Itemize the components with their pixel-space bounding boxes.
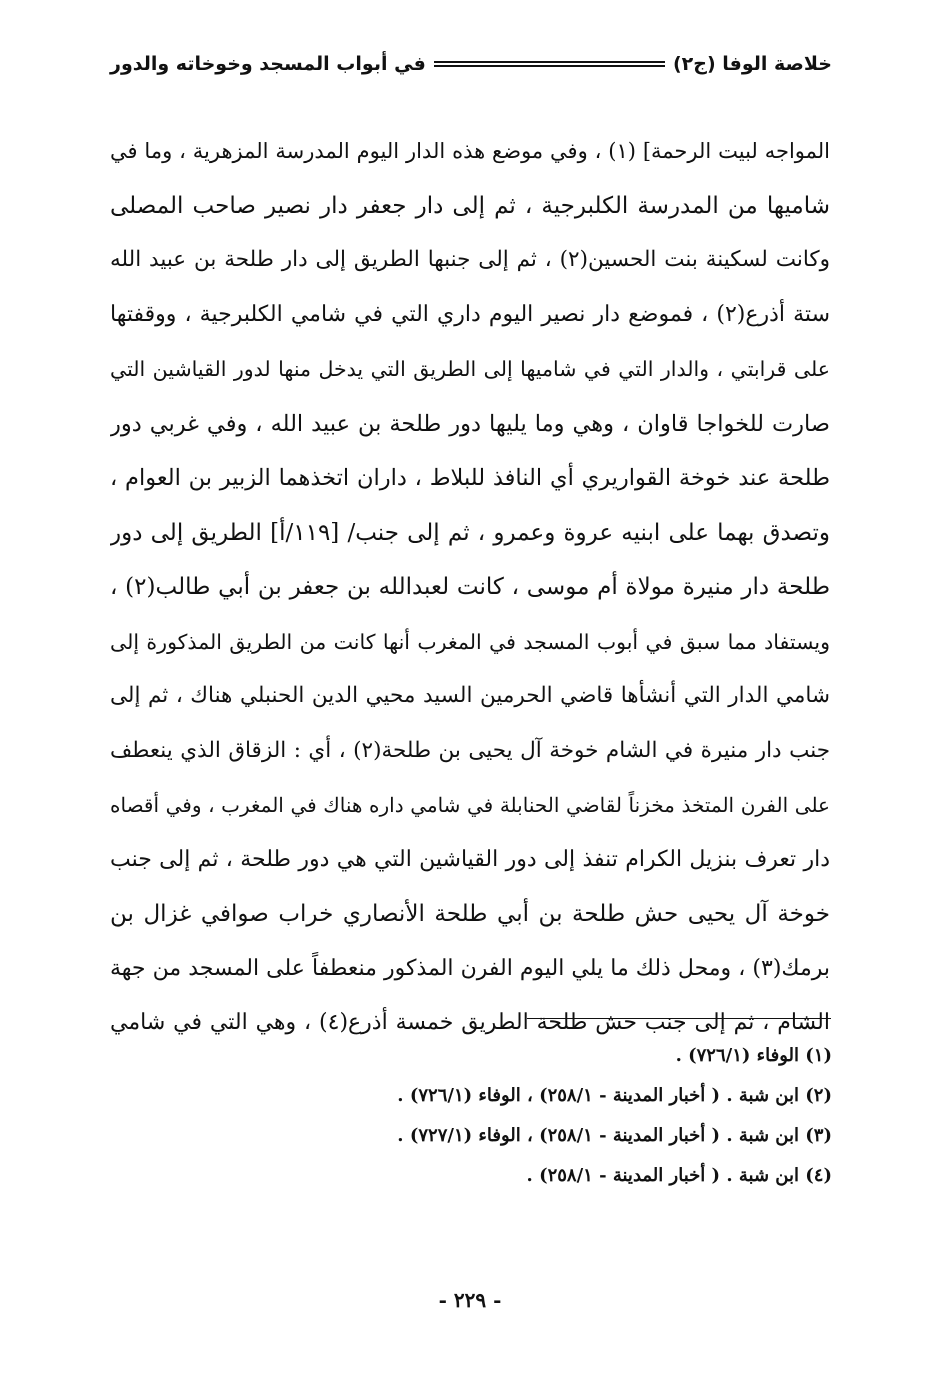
text-line: ويستفاد مما سبق في أبوب المسجد في المغرب أنها كانت من الطريق المذكورة إلى [110, 629, 830, 654]
footnote-separator [527, 1018, 831, 1019]
text-line: صارت للخواجا قاوان ، وهي وما يليها دور طلحة بن عبيد الله ، وفي غربي دور [110, 410, 830, 437]
running-header [110, 46, 832, 82]
text-line: دار تعرف بنزيل الكرام تنفذ إلى دور القياشين التي هي دور طلحة ، ثم إلى جنب [110, 846, 830, 872]
text-line: برمك(٣) ، ومحل ذلك ما يلي اليوم الفرن المذكور منعطفاً على المسجد من جهة [110, 955, 830, 981]
header-subtitle: في أبواب المسجد وخوخاته والدور [110, 53, 426, 75]
text-line: شامي الدار التي أنشأها قاضي الحرمين السيد محيي الدين الحنبلي هناك ، ثم إلى [110, 683, 830, 708]
text-line: طلحة عند خوخة القواريري أي النافذ للبلاط ، داران اتخذهما الزبير بن العوام ، [110, 465, 830, 491]
footnotes [200, 1036, 832, 1196]
page-number: - ٢٢٩ - [438, 1288, 502, 1312]
text-line: الشام ، ثم إلى جنب حش طلحة الطريق خمسة أذرع(٤) ، وهي التي في شامي [110, 1010, 830, 1035]
text-line: وكانت لسكينة بنت الحسين(٢) ، ثم إلى جنبها الطريق إلى دار طلحة بن عبيد الله [110, 247, 830, 272]
text-line: المواجه لبيت الرحمة] (١) ، وفي موضع هذه الدار اليوم المدرسة المزهرية ، وما في [110, 139, 830, 163]
header-rule [434, 61, 665, 67]
text-line: خوخة آل يحيى حش طلحة بن أبي طلحة الأنصاري خراب صوافي غزال بن [110, 901, 830, 927]
text-line: شاميها من المدرسة الكلبرجية ، ثم إلى دار جعفر دار نصير صاحب المصلى [110, 192, 830, 219]
header-title: خلاصة الوفا (ج٢) [672, 53, 832, 75]
footnote: (٢) ابن شبة . ( أخبار المدينة - ٢٥٨/١) ، الوفاء (٧٢٦/١) . [397, 1085, 832, 1106]
text-line: وتصدق بهما على ابنيه عروة وعمرو ، ثم إلى جنب/ [١١٩/أ] الطريق إلى دور [110, 519, 830, 546]
footnote: (٤) ابن شبة . ( أخبار المدينة - ٢٥٨/١) . [526, 1165, 832, 1186]
text-line: طلحة دار منيرة مولاة أم موسى ، كانت لعبدالله بن جعفر بن أبي طالب(٢) ، [110, 574, 830, 600]
footnote: (٣) ابن شبة . ( أخبار المدينة - ٢٥٨/١) ، الوفاء (٧٢٧/١) . [397, 1125, 832, 1146]
main-text [110, 124, 830, 1051]
text-line: على الفرن المتخذ مخزناً لقاضي الحنابلة في شامي داره هناك في المغرب ، وفي أقصاه [110, 793, 830, 817]
text-line: ستة أذرع(٢) ، فموضع دار نصير اليوم داري التي في شامي الكلبرجية ، ووقفتها [110, 301, 830, 327]
text-line: على قرابتي ، والدار التي في شاميها إلى الطريق التي يدخل منها لدور القياشين التي [110, 357, 830, 381]
text-line: جنب دار منيرة في الشام خوخة آل يحيى بن طلحة(٢) ، أي : الزقاق الذي ينعطف [110, 737, 830, 763]
footnote: (١) الوفاء (٧٢٦/١) . [675, 1045, 832, 1066]
